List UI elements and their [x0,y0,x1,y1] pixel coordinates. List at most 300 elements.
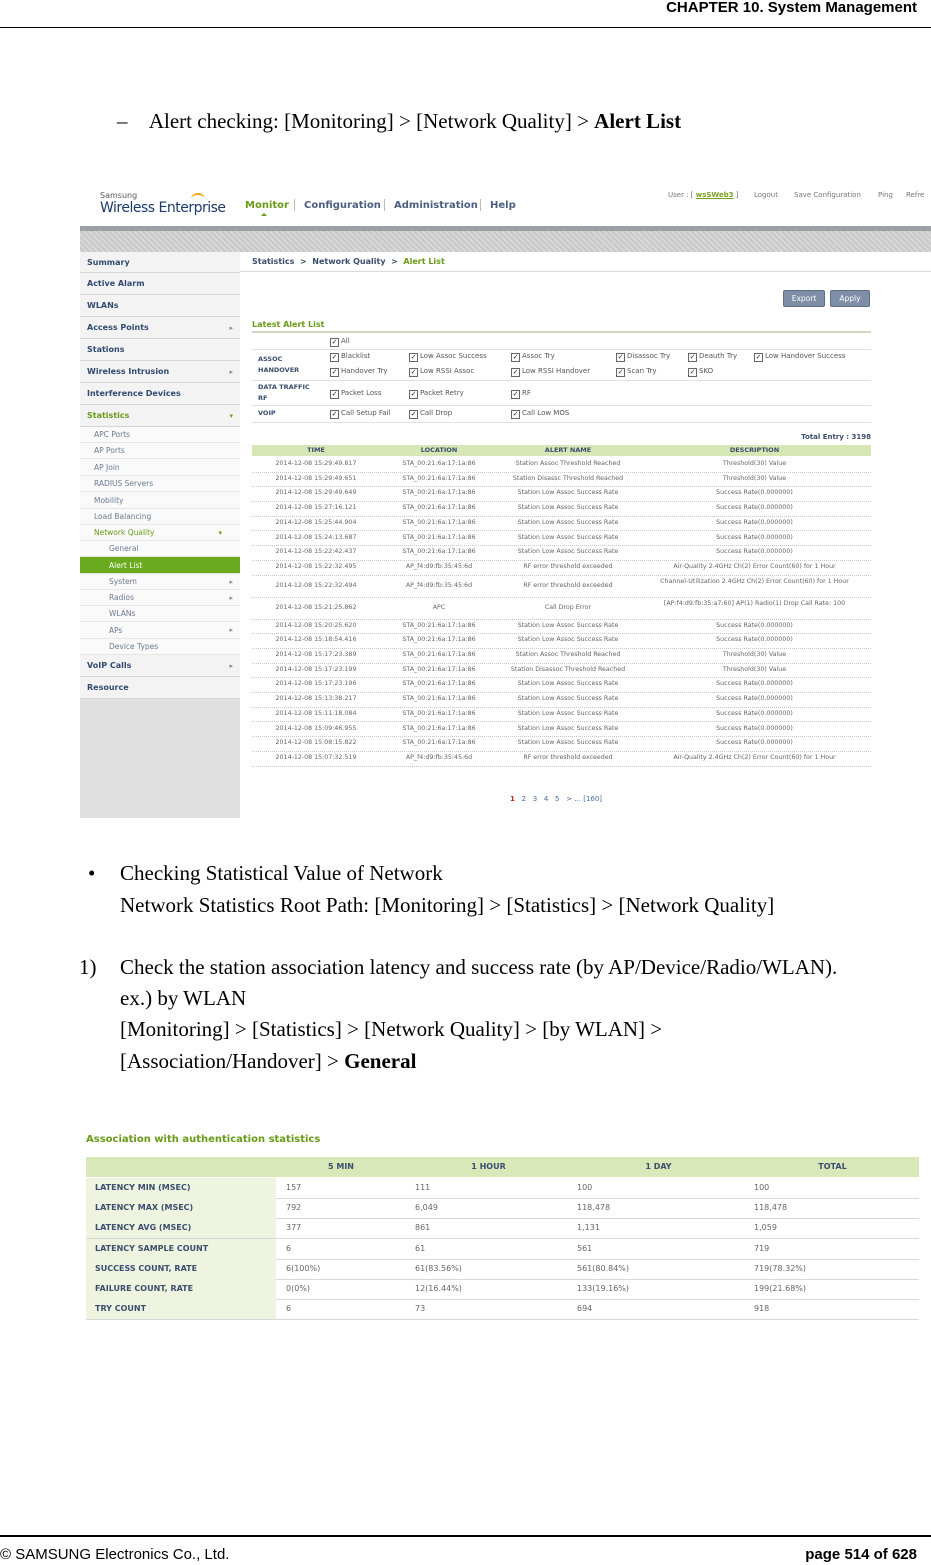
filter-low-rssi-handover[interactable] [511,367,590,377]
chevron-right-icon: ▸ [229,662,233,670]
sidebar-nq-aps[interactable] [80,622,240,639]
filter-packet-retry[interactable] [409,389,464,399]
table-row [252,722,871,738]
location-cell: STA_00:21:6a:17:1a:86 [402,709,476,717]
table-row [252,516,871,532]
filter-row-assoc [252,350,871,381]
alert-name-cell: Station Assoc Threshold Reached [515,651,621,658]
description-cell: Success Rate(0.000000) [716,739,793,747]
stats-value: 157 [286,1183,302,1192]
step-text: Check the station association latency and success rate (by AP/Device/Radio/WLAN). [120,955,838,979]
alert-table-header [252,445,871,456]
sidebar-nq-radios[interactable] [80,590,240,606]
stats-value: 133(19.16%) [577,1284,630,1293]
alert-name-cell: Station Low Assoc Success Rate [517,636,619,644]
checkbox-checked-icon: ✓ [689,353,696,361]
stats-value: 111 [415,1183,431,1192]
filter-label: All [341,337,350,345]
filter-low-rssi-assoc[interactable] [409,367,474,377]
location-cell: AP_f4:d9:fb:35:45:6d [405,753,473,761]
table-row [252,692,871,708]
time-cell: 2014-12-08 15:09:46.955 [275,724,357,732]
alert-name-cell: Station Low Assoc Success Rate [517,724,619,732]
logo-swirl-icon [191,193,205,205]
footer-copyright: © SAMSUNG Electronics Co., Ltd. [0,1546,230,1563]
chevron-right-icon: ▸ [229,368,233,376]
page-last[interactable]: [160] [583,795,603,803]
filter-low-assoc-success[interactable] [409,352,487,362]
sidebar-nq-general[interactable]: General [80,541,240,557]
description-cell: Success Rate(0.000000) [716,489,793,497]
alert-name-cell: Station Assoc Threshold Reached [515,460,621,467]
breadcrumb-alert-list: Alert List [403,257,445,266]
stats-value: 719 [754,1243,770,1253]
alert-name-cell: Station Low Assoc Success Rate [517,489,619,497]
location-cell: STA_00:21:6a:17:1a:86 [402,680,476,688]
sidebar-nq-wlans[interactable]: WLANs [80,606,240,622]
sidebar-item-label: Access Points [87,323,149,332]
main-content [240,252,931,818]
nav-administration[interactable]: Administration [394,200,478,211]
filter-row-all [252,335,871,350]
time-cell: 2014-12-08 15:22:32.494 [275,581,357,589]
description-cell: Success Rate(0.000000) [716,695,793,703]
time-cell: 2014-12-08 15:08:15.822 [275,739,357,747]
filter-scan-try[interactable] [616,367,657,377]
stats-value: 918 [754,1304,770,1314]
example-line: ex.) by WLAN [120,986,247,1010]
description-cell: Success Rate(0.000000) [716,724,793,732]
filter-sko[interactable] [688,367,713,377]
alert-name-cell: Station Low Assoc Success Rate [517,533,619,541]
page-2[interactable]: 2 [521,795,527,803]
brand-top: Samsung [100,191,138,200]
nav-separator [294,199,295,211]
filter-call-setup-fail[interactable] [330,409,390,419]
alert-name-cell: Station Low Assoc Success Rate [517,548,619,556]
stats-row [86,1218,919,1239]
stats-value: 199(21.68%) [754,1284,807,1293]
table-row [252,707,871,723]
description-cell: Threshold(30) Value [722,665,787,673]
path-line-2-text: [Association/Handover] > [120,1049,345,1073]
checkbox-checked-icon: ✓ [331,390,338,398]
user-prefix: User : [ [668,191,694,199]
description-cell: Threshold(30) Value [722,474,787,482]
column-5-min: 5 MIN [328,1162,354,1171]
location-cell: STA_00:21:6a:17:1a:86 [402,695,476,703]
description-cell: Success Rate(0.000000) [716,621,793,629]
stats-value: 73 [415,1304,426,1314]
alert-name-cell: RF error threshold exceeded [523,753,613,761]
sidebar-sub-label: System [109,577,137,586]
stats-row [86,1239,919,1260]
time-cell: 2014-12-08 15:22:42.437 [275,548,357,556]
stats-value: 100 [754,1183,770,1192]
sidebar-item-active-alarm[interactable]: Active Alarm [80,273,240,295]
chapter-header: CHAPTER 10. System Management [666,0,917,16]
page-5[interactable]: 5 [555,795,560,803]
column-1-hour: 1 HOUR [471,1162,506,1171]
dash-mark: – [117,109,128,133]
description-cell: Success Rate(0.000000) [716,518,793,526]
location-cell: STA_00:21:6a:17:1a:86 [402,460,476,467]
refresh-link[interactable]: Refre [906,191,925,199]
time-cell: 2014-12-08 15:13:38.217 [275,695,357,703]
sidebar-sub-load-balancing[interactable]: Load Balancing [80,509,240,525]
time-cell: 2014-12-08 15:17:23.196 [275,680,357,688]
filter-deauth-try[interactable] [688,352,737,362]
user-link[interactable]: wsSWeb3 [695,191,734,199]
location-cell: AP_f4:d9:fb:35:45:6d [405,581,473,589]
checkbox-checked-icon: ✓ [410,353,417,361]
time-cell: 2014-12-08 15:18:54.416 [275,636,357,644]
filter-disassoc-try[interactable] [616,352,670,362]
page-4[interactable]: 4 [543,795,549,803]
stats-value: 1,059 [754,1223,777,1233]
table-row [252,597,871,620]
export-button[interactable]: Export [783,290,825,307]
sidebar-item-access-points[interactable] [80,317,240,339]
sidebar [80,252,240,818]
table-row [252,501,871,517]
filter-label: Deauth Try [699,352,738,360]
filter-label-voip: VOIP [258,409,276,417]
description-cell: [AP:f4:d9:fb:35:a7:60] AP(1) Radio(1) Drop Call Rate: 100 [663,599,846,607]
sidebar-sub-radius-servers[interactable]: RADIUS Servers [80,476,240,492]
time-cell: 2014-12-08 15:25:44.904 [275,518,357,526]
checkbox-checked-icon: ✓ [331,338,338,346]
sidebar-item-voip-calls[interactable] [80,655,240,677]
location-cell: STA_00:21:6a:17:1a:86 [402,548,476,556]
alert-name-cell: RF error threshold exceeded [523,562,613,570]
filter-row-data-traffic [252,381,871,406]
description-cell: Threshold(30) Value [722,651,787,658]
checkbox-checked-icon: ✓ [617,353,624,361]
table-row [252,531,871,547]
stats-value: 6(100%) [286,1263,321,1273]
time-cell: 2014-12-08 15:17:23.389 [275,651,357,658]
sidebar-sub-ap-join[interactable]: AP Join [80,459,240,476]
chevron-down-icon: ▾ [218,529,222,537]
checkbox-checked-icon: ✓ [410,390,417,398]
stats-value: 6 [286,1243,292,1253]
table-row [252,486,871,502]
latest-alert-list-title: Latest Alert List [252,320,325,329]
filter-label: Packet Retry [420,389,464,397]
checkbox-checked-icon: ✓ [617,368,624,376]
column-total: TOTAL [818,1162,847,1171]
sidebar-sub-ap-ports[interactable]: AP Ports [80,443,240,459]
checkbox-checked-icon: ✓ [331,410,338,418]
table-row [252,633,871,649]
sidebar-item-resource[interactable]: Resource [80,677,240,699]
stats-header [86,1157,919,1177]
checkbox-checked-icon: ✓ [331,368,338,376]
footer-page: page 514 of 628 [805,1546,917,1563]
checkbox-checked-icon: ✓ [689,368,696,376]
stats-row [86,1198,919,1219]
sidebar-item-wlans[interactable]: WLANs [80,295,240,317]
column-description: DESCRIPTION [729,446,780,454]
filter-label: Low Assoc Success [420,352,487,360]
filter-handover-try[interactable] [330,367,388,377]
time-cell: 2014-12-08 15:29:49.651 [275,474,357,482]
root-path: Network Statistics Root Path: [Monitoring] > [Statistics] > [Network Quality] [120,893,775,917]
nav-configuration[interactable]: Configuration [304,200,381,211]
association-stats-screenshot [86,1131,919,1321]
sidebar-nq-device-types[interactable]: Device Types [80,639,240,655]
chevron-right-icon: ▸ [229,594,233,602]
logout-link[interactable]: Logout [754,191,778,199]
location-cell: APC [432,603,446,611]
table-row [252,545,871,561]
sidebar-sub-network-quality[interactable] [80,525,240,541]
table-row [252,457,871,473]
path-line-2 [120,1049,416,1073]
description-cell: Success Rate(0.000000) [716,680,793,688]
page-ellipsis: ... [574,795,581,803]
alert-name-cell: Station Disassc Threshold Reached [512,474,624,482]
footer-rule [0,1535,931,1537]
filter-label: Low Handover Success [765,352,846,360]
filter-row-voip [252,406,871,423]
brand-logo: Wireless Enterprise [100,200,226,216]
description-cell: Threshold(30) Value [722,460,787,467]
filter-blacklist[interactable] [330,352,370,362]
filter-label: Assoc Try [522,352,555,360]
stats-row-label: FAILURE COUNT, RATE [86,1279,276,1299]
sidebar-sub-mobility[interactable]: Mobility [80,492,240,509]
bullet-title: Checking Statistical Value of Network [120,861,443,885]
ping-link[interactable]: Ping [878,191,893,199]
breadcrumb-network-quality[interactable]: Network Quality [312,257,386,266]
path-line-1: [Monitoring] > [Statistics] > [Network Quality] > [by WLAN] > [120,1017,663,1041]
filter-rf[interactable] [511,389,531,399]
column-location: LOCATION [420,446,458,454]
filter-packet-loss[interactable] [330,389,381,399]
description-cell: Success Rate(0.000000) [716,533,793,541]
sidebar-item-summary[interactable]: Summary [80,252,240,273]
stats-row-label: LATENCY MIN (MSEC) [86,1178,276,1198]
stats-value: 61 [415,1243,426,1253]
location-cell: STA_00:21:6a:17:1a:86 [402,651,476,658]
location-cell: STA_00:21:6a:17:1a:86 [402,621,476,629]
stats-value: 694 [577,1304,593,1314]
filter-call-drop[interactable] [409,409,452,419]
stats-row-label: LATENCY MAX (MSEC) [86,1198,276,1218]
chevron-right-icon: ▸ [229,324,233,332]
stats-row [86,1259,919,1280]
alert-line-bold: Alert List [594,109,682,133]
description-cell: Success Rate(0.000000) [716,636,793,644]
table-row [252,663,871,679]
filter-label: Handover Try [341,367,388,375]
pagination [510,795,602,803]
filter-label-data-traffic: DATA TRAFFIC [258,383,310,391]
top-bar [80,186,931,226]
step-number: 1) [79,955,97,979]
time-cell: 2014-12-08 15:29:49.817 [275,460,357,467]
user-suffix: ] [735,191,739,199]
filter-label-handover: HANDOVER [258,366,300,374]
stats-value: 561(80.84%) [577,1263,630,1273]
filter-label: SKO [699,367,714,375]
stats-row-label: LATENCY SAMPLE COUNT [86,1239,276,1259]
alert-name-cell: Station Low Assoc Success Rate [517,709,619,717]
location-cell: STA_00:21:6a:17:1a:86 [402,636,476,644]
description-cell: Success Rate(0.000000) [716,504,793,512]
filter-label: Packet Loss [341,389,382,397]
time-cell: 2014-12-08 15:29:49.649 [275,489,357,497]
nav-separator [384,199,385,211]
sidebar-nq-system[interactable] [80,574,240,590]
checkbox-checked-icon: ✓ [512,368,519,376]
breadcrumb-separator: > [299,257,307,266]
column-1-day: 1 DAY [645,1162,672,1171]
stats-value: 118,478 [577,1203,611,1213]
breadcrumb-rule [240,271,931,272]
stats-value: 719(78.32%) [754,1263,807,1273]
filter-assoc-try[interactable] [511,352,555,362]
time-cell: 2014-12-08 15:07:32.519 [275,753,357,761]
user-info [668,191,738,199]
filter-label: Call Drop [420,409,453,417]
sidebar-item-statistics[interactable] [80,405,240,427]
sidebar-item-label: Wireless Intrusion [87,367,170,376]
stats-row-label: LATENCY AVG (MSEC) [86,1218,276,1238]
page-1[interactable]: 1 [510,795,515,803]
location-cell: STA_00:21:6a:17:1a:86 [402,724,476,732]
bullet-mark: • [88,861,96,885]
stats-row [86,1279,919,1300]
stats-value: 118,478 [754,1203,788,1213]
checkbox-checked-icon: ✓ [512,410,519,418]
time-cell: 2014-12-08 15:20:25.620 [275,621,357,629]
location-cell: STA_00:21:6a:17:1a:86 [402,518,476,526]
alert-name-cell: Station Low Assoc Success Rate [517,504,619,512]
alert-line-text: Alert checking: [Monitoring] > [Network Quality] > [148,109,595,133]
nav-separator [480,199,481,211]
filter-label: Disassoc Try [627,352,671,360]
chevron-down-icon: ▾ [229,412,233,420]
sidebar-sub-apc-ports[interactable]: APC Ports [80,427,240,443]
path-line-2-bold: General [344,1049,417,1073]
stats-value: 792 [286,1203,302,1213]
checkbox-checked-icon: ✓ [755,353,762,361]
stats-row-label: TRY COUNT [86,1299,276,1319]
description-cell: Air-Quality 2.4GHz Ch(2) Error Count(60) for 1 Hour [673,753,836,761]
header-band-top [80,226,931,231]
total-entry: Total Entry : 3198 [801,433,871,441]
stats-value: 561 [577,1243,593,1253]
stats-value: 377 [286,1223,302,1233]
column-time: TIME [307,446,325,454]
stats-title: Association with authentication statistics [86,1134,321,1145]
alert-name-cell: RF error threshold exceeded [523,581,613,589]
nav-active-caret-icon [261,213,267,216]
chevron-right-icon: ▸ [229,626,233,634]
nav-monitor[interactable]: Monitor [245,200,289,211]
breadcrumb [252,257,445,266]
nav-help[interactable]: Help [490,200,516,211]
apply-button[interactable]: Apply [830,290,870,307]
filter-label-assoc: ASSOC [258,355,283,363]
table-row [252,736,871,752]
page-next[interactable]: > [566,795,573,803]
alert-line [117,109,681,133]
description-cell: Success Rate(0.000000) [716,709,793,717]
save-configuration-link[interactable]: Save Configuration [794,191,861,199]
table-row [252,648,871,664]
filter-low-handover-success[interactable] [754,352,845,362]
sidebar-sub-label: APs [109,626,123,635]
description-cell: Air-Quality 2.4GHz Ch(2) Error Count(60) for 1 Hour [673,562,836,570]
filter-label: Low RSSI Handover [522,367,591,375]
sidebar-sub-label: Network Quality [94,528,155,537]
sidebar-item-wireless-intrusion[interactable] [80,361,240,383]
sidebar-nq-alert-list[interactable]: Alert List [80,557,240,574]
filter-label: RF [522,389,531,397]
checkbox-checked-icon: ✓ [410,410,417,418]
location-cell: STA_00:21:6a:17:1a:86 [402,533,476,541]
alert-name-cell: Station Disassoc Threshold Reached [510,665,626,673]
alert-name-cell: Call Drop Error [544,603,592,611]
description-cell: Channel-Utilization 2.4GHz Ch(2) Error Count(60) for 1 Hour [660,577,849,585]
alert-name-cell: Station Low Assoc Success Rate [517,621,619,629]
alert-name-cell: Station Low Assoc Success Rate [517,739,619,747]
stats-value: 1,131 [577,1223,600,1233]
filter-label: Scan Try [627,367,657,375]
filter-label: Blacklist [341,352,371,360]
sidebar-item-label: VoIP Calls [87,661,132,670]
stats-value: 0(0%) [286,1284,311,1293]
filter-label: Call Setup Fail [341,409,391,417]
table-row [252,751,871,767]
stats-value: 100 [577,1183,593,1192]
stats-value: 6,049 [415,1203,438,1213]
time-cell: 2014-12-08 15:17:23.199 [275,665,357,673]
time-cell: 2014-12-08 15:27:16.121 [275,504,357,512]
breadcrumb-statistics[interactable]: Statistics [252,257,295,266]
location-cell: STA_00:21:6a:17:1a:86 [402,665,476,673]
breadcrumb-separator: > [391,257,398,266]
alert-name-cell: Station Low Assoc Success Rate [517,695,619,703]
column-alert-name: ALERT NAME [544,446,592,454]
table-row [252,575,871,598]
location-cell: STA_00:21:6a:17:1a:86 [402,504,476,512]
location-cell: STA_00:21:6a:17:1a:86 [402,489,476,497]
sidebar-item-label: Statistics [87,411,130,420]
alert-name-cell: Station Low Assoc Success Rate [517,680,619,688]
stats-value: 61(83.56%) [415,1263,462,1273]
time-cell: 2014-12-08 15:22:32.495 [275,562,357,570]
filter-call-low-mos[interactable] [511,409,569,419]
filter-label: Low RSSI Assoc [420,367,475,375]
sidebar-item-interference-devices[interactable]: Interference Devices [80,383,240,405]
page-3[interactable]: 3 [532,795,538,803]
stats-value: 6 [286,1304,292,1314]
location-cell: STA_00:21:6a:17:1a:86 [402,474,476,482]
sidebar-item-stations[interactable]: Stations [80,339,240,361]
stats-row [86,1178,919,1199]
latest-alert-rule [252,331,871,333]
checkbox-checked-icon: ✓ [331,353,338,361]
alert-name-cell: Station Low Assoc Success Rate [517,518,619,526]
checkbox-checked-icon: ✓ [512,390,519,398]
filter-all[interactable] [330,337,350,347]
time-cell: 2014-12-08 15:24:13.687 [275,533,357,541]
